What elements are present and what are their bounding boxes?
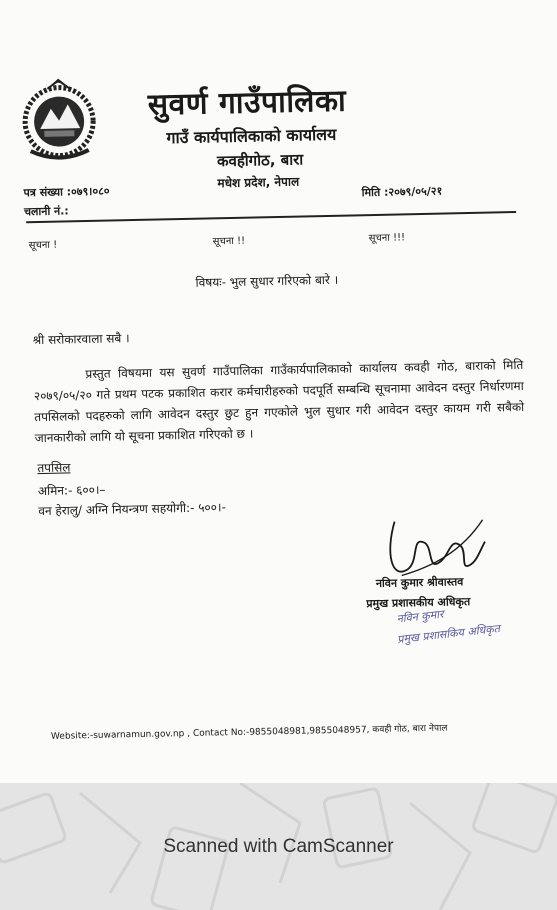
official-stamp-name: नविन कुमार xyxy=(396,607,445,626)
signatory-title: प्रमुख प्रशासकीय अधिकृत xyxy=(366,595,471,611)
letter-date: मिति :२०७९/०५/२१ xyxy=(361,184,443,200)
footer-contact: Website:-suwarnamun.gov.np , Contact No:-9855048981,9855048957, कवही गोठ, बारा नेपाल xyxy=(50,723,448,742)
notice-label: सूचना ! xyxy=(28,239,58,252)
scanner-watermark: Scanned with CamScanner xyxy=(163,836,394,857)
office-province: मधेश प्रदेश, नेपाल xyxy=(217,174,300,191)
office-name: गाउँ कार्यपालिकाको कार्यालय xyxy=(166,124,337,148)
nepal-emblem-icon xyxy=(17,78,101,162)
details-heading: तपसिल xyxy=(37,460,71,476)
salutation: श्री सरोकारवाला सबै । xyxy=(32,331,130,348)
fee-item: अमिन:- ६००।– xyxy=(37,482,106,499)
office-place: कवहीगोठ, बारा xyxy=(216,150,304,171)
notice-label: सूचना !! xyxy=(212,235,246,248)
dispatch-number: चलानी नं.: xyxy=(23,204,69,219)
body-paragraph: प्रस्तुत विषयमा यस सुवर्ण गाउँपालिका गाउँकार्यपालिकाको कार्यालय कवही गोठ, बाराको मिति २०७९/०५/२० गते प्रथम पटक प्रकाशित करार कर्मचारीहरुको पदपूर्ति सम्बन्धि सूचनामा आवेदन दस्तुर निर्धारणमा तपसिलको पदहरुको लागि आवेदन दस्तुर छुट हुन गएकोले भुल सुधार गरी आवेदन दस्तुर कायम गरी सबैको जानकारीको लागि यो सूचना प्रकाशित गरिएको छ । xyxy=(33,357,525,446)
official-stamp-title: प्रमुख प्रशासकिय अधिकृत xyxy=(396,621,501,647)
fee-item: वन हेरालु/ अग्नि नियन्त्रण सहयोगी:- ५००।- xyxy=(38,500,226,519)
municipality-name: सुवर्ण गाउँपालिका xyxy=(147,83,347,123)
reference-number: पत्र संख्या :०७९।०८० xyxy=(23,184,110,200)
signatory-name: नविन कुमार श्रीवास्तव xyxy=(375,575,464,591)
notice-label: सूचना !!! xyxy=(368,232,406,245)
subject-line: विषयः- भुल सुधार गरिएको बारे । xyxy=(195,272,339,290)
header-divider xyxy=(26,211,516,223)
